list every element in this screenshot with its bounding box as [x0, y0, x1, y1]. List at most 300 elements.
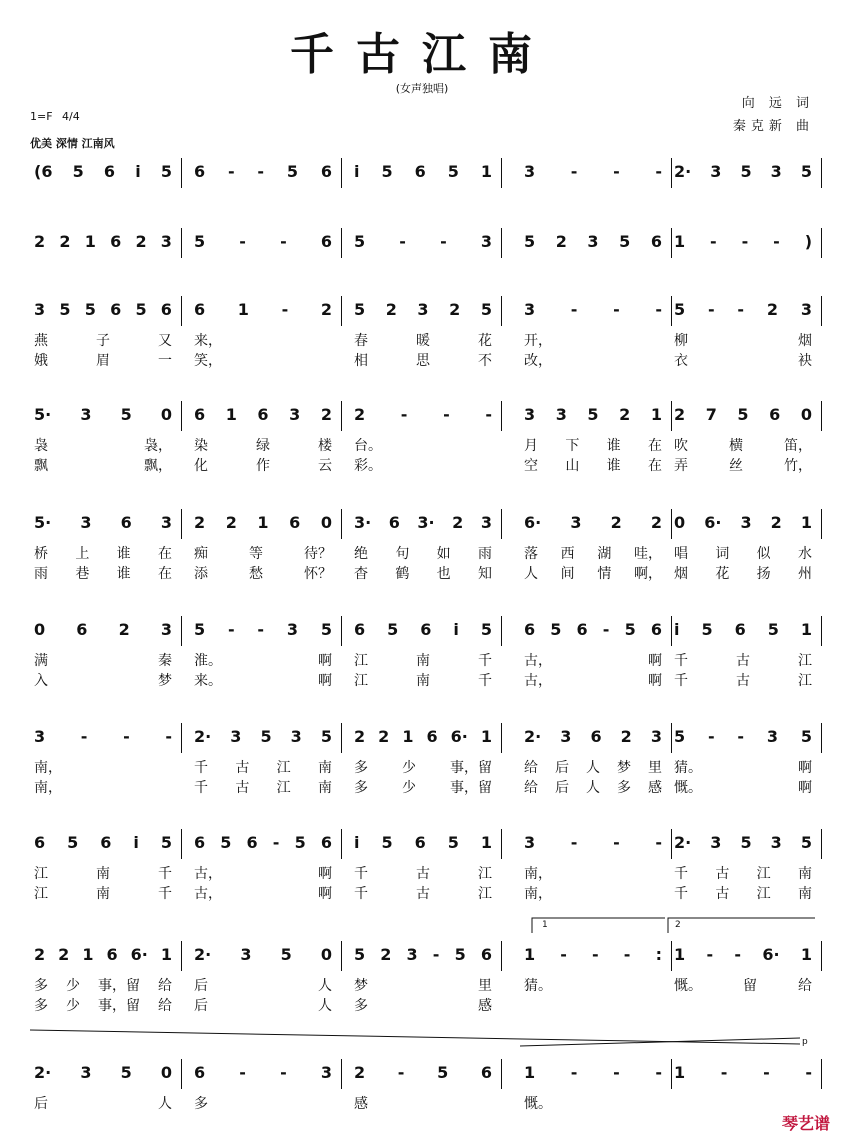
- lyric-syllable: 给: [158, 978, 172, 994]
- lyric-syllable: 暖: [416, 333, 430, 349]
- note: 1: [674, 945, 686, 964]
- lyric-measure: [194, 883, 332, 903]
- lyric-syllable: 谁: [606, 458, 621, 474]
- barline: [181, 616, 182, 646]
- note: 2: [650, 513, 662, 532]
- note: 0: [34, 620, 46, 639]
- lyric-syllable: 江: [798, 673, 812, 689]
- lyric-measure: [194, 777, 332, 797]
- lyric-syllable: 湖: [597, 546, 612, 562]
- note: 6: [480, 945, 492, 964]
- lyric-syllable: 事，留: [98, 998, 140, 1014]
- lyric-measure: [34, 435, 172, 455]
- lyric-syllable: 在: [157, 546, 172, 562]
- note: 6: [246, 833, 258, 852]
- lyric-measure: [34, 650, 172, 670]
- note: -: [734, 945, 742, 964]
- note: -: [741, 232, 749, 251]
- note: 6: [194, 162, 206, 181]
- note: 6: [194, 833, 206, 852]
- note: 6: [420, 620, 432, 639]
- lyric-syllable: 古: [715, 886, 730, 902]
- note: 5: [674, 727, 686, 746]
- lyric-syllable: 来，: [194, 333, 222, 349]
- note: 3: [570, 513, 582, 532]
- note: -: [227, 162, 235, 181]
- lyric-syllable: 千: [194, 780, 208, 796]
- barline: [821, 509, 822, 539]
- note: 6·: [524, 513, 542, 532]
- lyric-syllable: 多: [34, 978, 48, 994]
- lyric-measure: [354, 777, 492, 797]
- note: 6: [480, 1063, 492, 1082]
- notes-line: [28, 833, 818, 861]
- lyric-syllable: 人: [586, 760, 600, 776]
- barline: [181, 829, 182, 859]
- barline: [181, 509, 182, 539]
- note: -: [720, 1063, 728, 1082]
- lyric-syllable: 南: [797, 866, 812, 882]
- measure: [194, 1063, 332, 1082]
- lyric-syllable: 感: [478, 998, 492, 1014]
- note: 3: [480, 513, 492, 532]
- lyric-syllable: 后: [555, 780, 569, 796]
- note: 1: [402, 727, 414, 746]
- note: -: [773, 232, 780, 251]
- lyric-syllable: 人: [586, 780, 600, 796]
- measure: [354, 513, 492, 532]
- note: 5: [800, 162, 812, 181]
- lyric-measure: [524, 777, 662, 797]
- note: 5: [354, 300, 366, 319]
- lyric-measure: [354, 435, 492, 455]
- lyric-measure: [194, 757, 332, 777]
- measure: [354, 833, 492, 852]
- lyric-syllable: 江: [478, 866, 492, 882]
- note: 3: [560, 727, 572, 746]
- lyric-measure: [194, 650, 332, 670]
- lyric-measure: [674, 563, 812, 583]
- note: -: [272, 833, 280, 852]
- note: 6·: [704, 513, 722, 532]
- lyric-syllable: 多: [34, 998, 48, 1014]
- note: 2: [320, 405, 332, 424]
- lyric-syllable: 袅，: [144, 438, 172, 454]
- lyric-syllable: 州: [797, 566, 812, 582]
- lyric-measure: [354, 455, 492, 475]
- measure: [354, 945, 492, 964]
- lyric-syllable: 飘，: [144, 458, 172, 474]
- lyric-syllable: 桥: [34, 546, 48, 562]
- note: 5: [447, 833, 459, 852]
- lyric-syllable: 花: [715, 566, 730, 582]
- lyric-syllable: 满: [34, 653, 48, 669]
- note: 2: [118, 620, 130, 639]
- lyric-syllable: 啊: [318, 866, 332, 882]
- note: 6: [106, 945, 118, 964]
- lyric-syllable: 慨。: [524, 1096, 552, 1112]
- lyric-syllable: 千: [674, 653, 688, 669]
- measure: [674, 513, 812, 532]
- lyric-syllable: 丝: [729, 458, 743, 474]
- measure: [34, 620, 172, 639]
- note: 6: [110, 232, 122, 251]
- note: i: [133, 833, 139, 852]
- barline: [671, 228, 672, 258]
- lyric-measure: [194, 543, 332, 563]
- measure: [194, 513, 332, 532]
- note: 3: [289, 405, 301, 424]
- note: 5: [67, 833, 79, 852]
- lyric-syllable: 慨。: [674, 780, 702, 796]
- time-signature: 4/4: [62, 110, 80, 123]
- note: 3: [160, 513, 172, 532]
- note: 0: [320, 945, 332, 964]
- measure: [34, 833, 172, 852]
- barline: [671, 616, 672, 646]
- note: 2: [380, 945, 392, 964]
- note: -: [432, 945, 440, 964]
- lyric-syllable: 给: [524, 780, 538, 796]
- lyric-syllable: 改，: [524, 353, 552, 369]
- note: 3: [766, 727, 778, 746]
- note: 6: [257, 405, 269, 424]
- note: 2: [449, 300, 461, 319]
- lyric-syllable: 烟: [798, 333, 812, 349]
- note: 3: [230, 727, 242, 746]
- lyric-measure: [524, 1093, 662, 1113]
- note: 3: [710, 833, 722, 852]
- note: -: [570, 300, 578, 319]
- note: 5: [280, 945, 292, 964]
- note: -: [123, 727, 130, 746]
- note: 6: [576, 620, 588, 639]
- lyric-syllable: 谁: [606, 438, 621, 454]
- lyric-syllable: 千: [674, 673, 688, 689]
- barline: [821, 296, 822, 326]
- lyric-syllable: 猜。: [674, 760, 702, 776]
- lyric-syllable: 古，: [194, 886, 222, 902]
- note: 2: [378, 727, 390, 746]
- note: 6: [194, 300, 206, 319]
- lyric-syllable: 彩。: [354, 458, 382, 474]
- measure: [524, 1063, 662, 1082]
- lyric-syllable: 鹤: [395, 566, 410, 582]
- lyric-measure: [674, 350, 812, 370]
- measure: [524, 727, 662, 746]
- note: 6: [289, 513, 301, 532]
- note: 3: [524, 300, 536, 319]
- lyric-syllable: 古: [715, 866, 730, 882]
- lyric-syllable: 古: [416, 866, 430, 882]
- lyric-syllable: 山: [565, 458, 580, 474]
- lyric-syllable: 谁: [116, 566, 131, 582]
- note: 1: [524, 945, 536, 964]
- note: 2: [225, 513, 237, 532]
- note: 2: [135, 232, 147, 251]
- lyric-syllable: 千: [674, 866, 688, 882]
- note: 6: [320, 833, 332, 852]
- note: 3: [770, 162, 782, 181]
- note: -: [80, 727, 88, 746]
- note: 5: [194, 620, 206, 639]
- note: 6: [414, 833, 426, 852]
- lyric-syllable: 多: [354, 760, 368, 776]
- measure: [524, 300, 662, 319]
- lyric-syllable: 人: [318, 998, 332, 1014]
- lyric-measure: [674, 975, 812, 995]
- note: 5: [320, 727, 332, 746]
- lyric-syllable: 古: [235, 780, 250, 796]
- barline: [501, 296, 502, 326]
- lyric-syllable: 笛，: [784, 438, 812, 454]
- measure: [354, 1063, 492, 1082]
- barline: [501, 509, 502, 539]
- note: 3: [286, 620, 298, 639]
- lyric-syllable: 后: [34, 1096, 48, 1112]
- lyric-measure: [354, 757, 492, 777]
- lyric-measure: [674, 330, 812, 350]
- lyric-syllable: 猜。: [524, 978, 552, 994]
- note: 1: [480, 727, 492, 746]
- note: 5: [480, 620, 492, 639]
- note: -: [400, 405, 408, 424]
- note: :: [655, 945, 662, 964]
- note: 5: [286, 162, 298, 181]
- note: 5·: [34, 513, 52, 532]
- lyric-measure: [674, 863, 812, 883]
- lyric-measure: [674, 435, 812, 455]
- lyric-syllable: 古: [736, 653, 750, 669]
- lyric-syllable: 月: [524, 438, 538, 454]
- lyric-measure: [674, 757, 812, 777]
- lyric-syllable: 作: [256, 458, 270, 474]
- measure: [674, 232, 812, 251]
- lyric-syllable: 染: [194, 438, 208, 454]
- lyric-syllable: 雨: [477, 546, 492, 562]
- lyric-syllable: 痴: [194, 546, 208, 562]
- lyric-syllable: 思: [416, 353, 430, 369]
- measure: [674, 162, 812, 181]
- note: -: [257, 620, 265, 639]
- note: 1: [674, 1063, 686, 1082]
- note: 2: [194, 513, 206, 532]
- measure: [524, 232, 662, 251]
- lyric-syllable: 南，: [34, 760, 62, 776]
- lyric-syllable: 娥: [34, 353, 48, 369]
- note: (6: [34, 162, 53, 181]
- note: -: [805, 1063, 812, 1082]
- lyric-syllable: 江: [478, 886, 492, 902]
- note: 5: [354, 232, 366, 251]
- lyric-measure: [354, 670, 492, 690]
- note: 5: [740, 833, 752, 852]
- lyric-syllable: 也: [436, 566, 451, 582]
- lyric-syllable: 南: [416, 673, 430, 689]
- note: 5: [381, 833, 393, 852]
- lyric-syllable: 啊: [798, 760, 812, 776]
- note: 6: [650, 620, 662, 639]
- lyric-syllable: 啊: [798, 780, 812, 796]
- measure: [34, 300, 172, 319]
- lyric-syllable: 似: [756, 546, 771, 562]
- note: 2: [59, 232, 71, 251]
- lyric-syllable: 多: [354, 780, 368, 796]
- lyric-syllable: 南，: [524, 886, 552, 902]
- volta-second-label: 2: [675, 920, 681, 930]
- lyric-syllable: 千: [158, 866, 172, 882]
- lyric-measure: [354, 975, 492, 995]
- note: i: [354, 833, 360, 852]
- measure: [354, 232, 492, 251]
- barline: [501, 941, 502, 971]
- note: 5: [800, 727, 812, 746]
- note: i: [135, 162, 141, 181]
- note: 1: [480, 162, 492, 181]
- note: 0: [160, 405, 172, 424]
- lyric-measure: [34, 863, 172, 883]
- barline: [341, 616, 342, 646]
- lyric-syllable: 啊: [318, 886, 332, 902]
- barline: [181, 941, 182, 971]
- note: 2: [619, 405, 631, 424]
- lyric-syllable: 啊: [318, 673, 332, 689]
- note: -: [257, 162, 265, 181]
- volta-first-label: 1: [542, 920, 548, 930]
- barline: [671, 941, 672, 971]
- measure: [524, 162, 662, 181]
- lyric-syllable: 里: [478, 978, 492, 994]
- note: -: [165, 727, 172, 746]
- lyric-measure: [524, 650, 662, 670]
- barline: [181, 228, 182, 258]
- note: 2: [354, 727, 366, 746]
- note: 5: [447, 162, 459, 181]
- lyric-syllable: 巷: [75, 566, 90, 582]
- note: 2: [770, 513, 782, 532]
- note: 3: [80, 513, 92, 532]
- note: 5·: [34, 405, 52, 424]
- barline: [821, 829, 822, 859]
- notes-line: [28, 162, 818, 190]
- note: -: [707, 727, 715, 746]
- lyric-measure: [194, 435, 332, 455]
- lyric-syllable: 人: [524, 566, 538, 582]
- lyric-measure: [524, 435, 662, 455]
- note: 5: [381, 162, 393, 181]
- note: -: [655, 162, 662, 181]
- note: 3: [80, 405, 92, 424]
- note: 6: [734, 620, 746, 639]
- note: -: [239, 232, 246, 251]
- note: 3: [555, 405, 567, 424]
- barline: [501, 158, 502, 188]
- note: 2: [354, 405, 366, 424]
- lyric-measure: [674, 543, 812, 563]
- lyric-syllable: 来。: [194, 673, 222, 689]
- lyric-measure: [354, 543, 492, 563]
- lyric-syllable: 里: [648, 760, 662, 776]
- measure: [674, 945, 812, 964]
- lyric-measure: [194, 563, 332, 583]
- lyric-syllable: 古: [416, 886, 430, 902]
- note: -: [737, 300, 745, 319]
- lyric-syllable: 不: [478, 353, 492, 369]
- measure: [524, 513, 662, 532]
- note: 2: [610, 513, 622, 532]
- barline: [181, 1059, 182, 1089]
- note: 6: [160, 300, 172, 319]
- subtitle: (女声独唱): [395, 82, 449, 95]
- lyric-syllable: 台。: [354, 438, 382, 454]
- barline: [341, 1059, 342, 1089]
- note: 5: [354, 945, 366, 964]
- measure: [674, 727, 812, 746]
- lyric-measure: [524, 455, 662, 475]
- barline: [341, 829, 342, 859]
- lyric-syllable: 古，: [524, 673, 552, 689]
- note: 5: [480, 300, 492, 319]
- measure: [34, 727, 172, 746]
- note: -: [655, 1063, 662, 1082]
- measure: [524, 405, 662, 424]
- note: -: [280, 1063, 287, 1082]
- note: -: [655, 833, 662, 852]
- note: 5: [120, 1063, 132, 1082]
- lyric-syllable: 西: [560, 546, 575, 562]
- note: -: [443, 405, 450, 424]
- note: 2·: [674, 833, 692, 852]
- lyric-syllable: 千: [478, 673, 492, 689]
- notes-line: [28, 1063, 818, 1091]
- lyric-measure: [194, 975, 332, 995]
- barline: [181, 723, 182, 753]
- measure: [354, 620, 492, 639]
- lyric-syllable: 燕: [34, 333, 48, 349]
- lyric-measure: [524, 670, 662, 690]
- measure: [354, 727, 492, 746]
- lyric-syllable: 在: [647, 458, 662, 474]
- lyric-syllable: 秦: [158, 653, 172, 669]
- lyric-syllable: 烟: [674, 566, 688, 582]
- lyric-syllable: 扬: [756, 566, 771, 582]
- note: 6: [320, 162, 332, 181]
- lyric-measure: [354, 995, 492, 1015]
- note: 3: [240, 945, 252, 964]
- note: 1: [800, 620, 812, 639]
- note: -: [623, 945, 631, 964]
- measure: [524, 833, 662, 852]
- lyric-measure: [34, 1093, 172, 1113]
- lyric-syllable: 啊: [648, 653, 662, 669]
- note: 3: [417, 300, 429, 319]
- measure: [34, 1063, 172, 1082]
- note: 5: [320, 620, 332, 639]
- notes-line: [28, 727, 818, 755]
- note: 3: [770, 833, 782, 852]
- lyric-syllable: 南: [96, 886, 110, 902]
- note: 2: [354, 1063, 366, 1082]
- lyric-syllable: 啊: [648, 673, 662, 689]
- note: 5: [294, 833, 306, 852]
- lyric-measure: [524, 863, 662, 883]
- lyric-syllable: 春: [354, 333, 368, 349]
- note: 5: [800, 833, 812, 852]
- lyric-measure: [354, 330, 492, 350]
- lyric-syllable: 古，: [194, 866, 222, 882]
- note: -: [613, 833, 620, 852]
- lyric-syllable: 相: [354, 353, 368, 369]
